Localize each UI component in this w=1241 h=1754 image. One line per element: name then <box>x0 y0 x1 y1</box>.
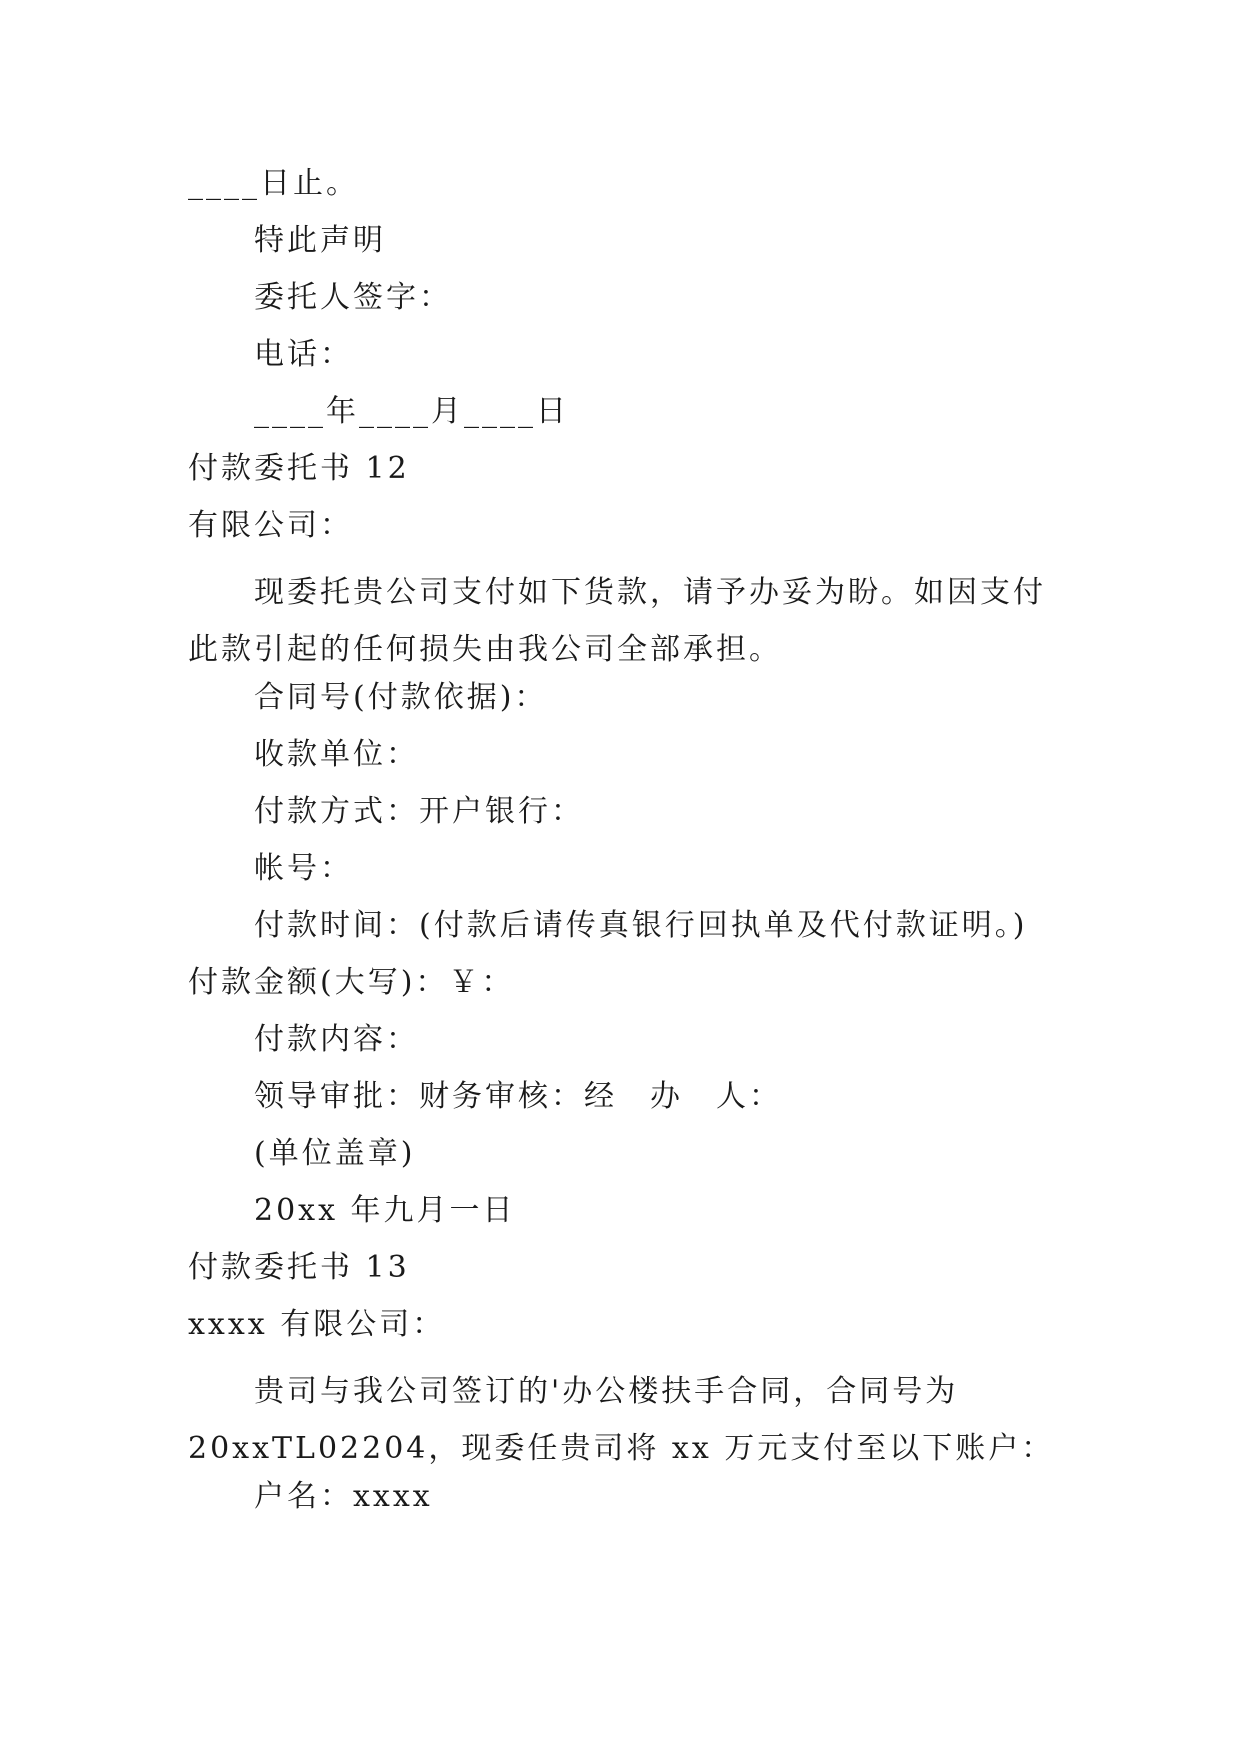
payment-method-line: 付款方式：开户银行： <box>254 794 584 829</box>
company-addressee-line: xxxx 有限公司： <box>188 1307 446 1342</box>
approval-line: 领导审批：财务审核：经 办 人： <box>254 1079 782 1114</box>
request-paragraph: 现委托贵公司支付如下货款，请予办妥为盼。如因支付此款引起的任何损失由我公司全部承担。 <box>188 575 1046 667</box>
seal-line: (单位盖章) <box>254 1136 416 1171</box>
contract-number-line: 合同号(付款依据)： <box>254 680 548 715</box>
contract-paragraph: 贵司与我公司签订的'办公楼扶手合同，合同号为20xxTL02204，现委任贵司将 xx 万元支付至以下账户： <box>188 1374 1055 1466</box>
payment-content-line: 付款内容： <box>254 1022 419 1057</box>
account-name-line: 户名：xxxx <box>254 1479 433 1514</box>
date-end-line: ____日止。 <box>188 166 359 201</box>
addressee-line: 有限公司： <box>188 508 353 543</box>
principal-signature-line: 委托人签字： <box>254 280 452 315</box>
declaration-line: 特此声明 <box>254 223 386 258</box>
payment-amount-line: 付款金额(大写)：￥： <box>188 965 515 1000</box>
payment-time-line: 付款时间：(付款后请传真银行回执单及代付款证明。) <box>254 908 1028 943</box>
section-title-13: 付款委托书 13 <box>188 1250 410 1285</box>
date-blank-line: ____年____月____日 <box>254 394 569 429</box>
section-title-12: 付款委托书 12 <box>188 451 410 486</box>
account-number-line: 帐号： <box>254 851 353 886</box>
document-date-line: 20xx 年九月一日 <box>254 1193 516 1228</box>
phone-line: 电话： <box>254 337 353 372</box>
payee-line: 收款单位： <box>254 737 419 772</box>
